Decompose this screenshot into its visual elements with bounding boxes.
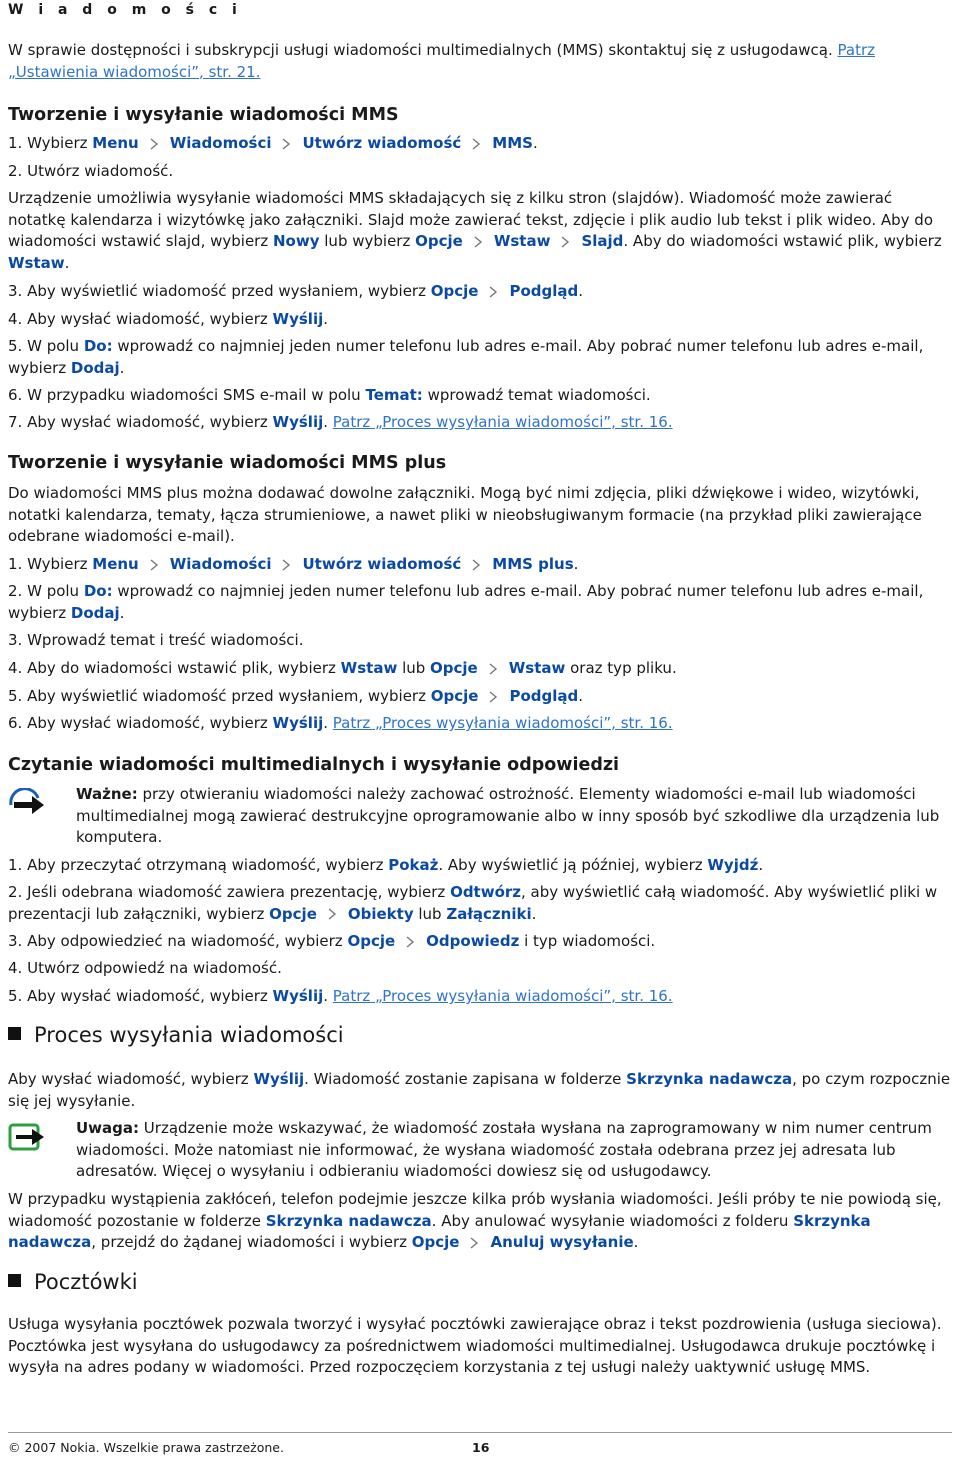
chevron-right-icon <box>470 138 482 150</box>
retry-paragraph: W przypadku wystąpienia zakłóceń, telefon podejmie jeszcze kilka prób wysłania wiadomości. Jeśli próby te nie powiodą się, wiadomość pozostanie w folderze Skrzynka nadawcza. Aby anulować wysyłanie wiadomości z folderu Skrzynka nadawcza, przejdź do żądanej wiadomości i wybierz Opcje Anuluj wysyłanie. <box>8 1190 942 1251</box>
section-bullet-icon <box>8 1274 21 1287</box>
important-note: Ważne: przy otwieraniu wiadomości należy zachować ostrożność. Elementy wiadomości e-mail lub wiadomości multimedialnej mogą zawierać destrukcyjne oprogramowanie albo w inny sposób być szkodliwe dla urządzenia lub komputera. <box>76 785 940 846</box>
chevron-right-icon <box>326 908 338 920</box>
list-item: 5. Aby wyświetlić wiadomość przed wysłaniem, wybierz Opcje Podgląd. <box>8 687 584 705</box>
list-item: 5. W polu Do: wprowadź co najmniej jeden numer telefonu lub adres e-mail. Aby pobrać numer telefonu lub adres e-mail, wybierz Dodaj. <box>8 337 924 377</box>
list-item: 1. Aby przeczytać otrzymaną wiadomość, wybierz Pokaż. Aby wyświetlić ją później, wybierz Wyjdź. <box>8 856 764 874</box>
list-item: 4. Aby wysłać wiadomość, wybierz Wyślij. <box>8 310 329 328</box>
list-item: 3. Aby wyświetlić wiadomość przed wysłaniem, wybierz Opcje Podgląd. <box>8 282 584 300</box>
page-number: 16 <box>472 1440 490 1455</box>
copyright: © 2007 Nokia. Wszelkie prawa zastrzeżone. <box>8 1440 284 1455</box>
chevron-right-icon <box>472 236 484 248</box>
warning-arrow-icon <box>8 788 48 818</box>
chevron-right-icon <box>148 138 160 150</box>
sending-process-link[interactable]: Patrz „Proces wysyłania wiadomości”, str. 16. <box>332 413 673 431</box>
list-item: 1. Wybierz Menu Wiadomości Utwórz wiadomość MMS. <box>8 134 538 152</box>
list-item: 2. W polu Do: wprowadź co najmniej jeden numer telefonu lub adres e-mail. Aby pobrać numer telefonu lub adres e-mail, wybierz Dodaj. <box>8 582 924 622</box>
postcards-paragraph: Usługa wysyłania pocztówek pozwala tworzyć i wysyłać pocztówki zawierające obraz i tekst pozdrowienia (usługa sieciowa). Pocztówka jest wysyłana do usługodawcy za pośrednictwem wiadomości multimedialnej. Usługodawca drukuje pocztówkę i wysyła na adres podany w wiadomości. Przed rozpoczęciem korzystania z tej usługi należy uaktywnić usługę MMS. <box>8 1315 942 1376</box>
list-item: 2. Jeśli odebrana wiadomość zawiera prezentację, wybierz Odtwórz, aby wyświetlić całą wiadomość. Aby wyświetlić pliki w prezentacji lub załączniki, wybierz Opcje Obiekty lub Załączniki. <box>8 883 938 923</box>
section-heading-postcards: Pocztówki <box>8 1272 138 1294</box>
chevron-right-icon <box>487 663 499 675</box>
chevron-right-icon <box>487 691 499 703</box>
chevron-right-icon <box>404 936 416 948</box>
section-heading-sending-process: Proces wysyłania wiadomości <box>8 1025 344 1047</box>
sending-process-link[interactable]: Patrz „Proces wysyłania wiadomości”, str. 16. <box>332 987 673 1005</box>
chevron-right-icon <box>280 138 292 150</box>
info-note: Uwaga: Urządzenie może wskazywać, że wiadomość została wysłana na zaprogramowany w nim numer centrum wiadomości. Może natomiast nie informować, że wysłana wiadomość została odebrana przez jej adresata lub adresatów. Więcej o wysyłaniu i odbieraniu wiadomości dowiesz się od usługodawcy. <box>76 1119 932 1180</box>
list-item: 1. Wybierz Menu Wiadomości Utwórz wiadomość MMS plus. <box>8 555 579 573</box>
note-arrow-icon <box>8 1122 48 1152</box>
chevron-right-icon <box>468 1237 480 1249</box>
mms-description-paragraph: Urządzenie umożliwia wysyłanie wiadomości MMS składających się z kilku stron (slajdów). Wiadomość może zawierać notatkę kalendarza i wizytówkę jako załączniki. Slajd może zawierać tekst, zdjęcie i plik audio lub tekst i plik wideo. Aby do wiadomości wstawić slajd, wybierz Nowy lub wybierz Opcje Wstaw Slajd. Aby do wiadomości wstawić plik, wybierz Wstaw. <box>8 189 942 272</box>
list-item: 4. Aby do wiadomości wstawić plik, wybierz Wstaw lub Opcje Wstaw oraz typ pliku. <box>8 659 677 677</box>
list-item: 7. Aby wysłać wiadomość, wybierz Wyślij. Patrz „Proces wysyłania wiadomości”, str. 16. <box>8 413 673 431</box>
list-item: 3. Aby odpowiedzieć na wiadomość, wybierz Opcje Odpowiedz i typ wiadomości. <box>8 932 656 950</box>
chevron-right-icon <box>148 559 160 571</box>
section-heading-mms: Tworzenie i wysyłanie wiadomości MMS <box>8 105 399 125</box>
footer-divider <box>8 1432 952 1433</box>
list-item: 4. Utwórz odpowiedź na wiadomość. <box>8 959 282 977</box>
mms-plus-paragraph: Do wiadomości MMS plus można dodawać dowolne załączniki. Mogą być nimi zdjęcia, pliki dźwiękowe i wideo, wizytówki, notatki kalendarza, tematy, łącza strumieniowe, a nawet pliki w nieobsługiwanym formacie (na przykład pliki zawierające odebrane wiadomości e-mail). <box>8 484 922 545</box>
section-heading-reading: Czytanie wiadomości multimedialnych i wysyłanie odpowiedzi <box>8 755 620 775</box>
running-header: W i a d o m o ś c i <box>8 2 242 18</box>
sending-process-link[interactable]: Patrz „Proces wysyłania wiadomości”, str. 16. <box>332 714 673 732</box>
list-item: 3. Wprowadź temat i treść wiadomości. <box>8 631 304 649</box>
list-item: 5. Aby wysłać wiadomość, wybierz Wyślij. Patrz „Proces wysyłania wiadomości”, str. 16. <box>8 987 673 1005</box>
settings-link[interactable]: Patrz „Ustawienia wiadomości”, str. 21. <box>8 41 876 81</box>
chevron-right-icon <box>559 236 571 248</box>
section-heading-mms-plus: Tworzenie i wysyłanie wiadomości MMS plus <box>8 453 447 473</box>
intro-paragraph: W sprawie dostępności i subskrypcji usługi wiadomości multimedialnych (MMS) skontaktuj się z usługodawcą. Patrz „Ustawienia wiadomości”, str. 21. <box>8 41 876 81</box>
list-item: 6. Aby wysłać wiadomość, wybierz Wyślij. Patrz „Proces wysyłania wiadomości”, str. 16. <box>8 714 673 732</box>
list-item: 6. W przypadku wiadomości SMS e-mail w polu Temat: wprowadź temat wiadomości. <box>8 386 651 404</box>
section-bullet-icon <box>8 1027 21 1040</box>
list-item: 2. Utwórz wiadomość. <box>8 162 174 180</box>
chevron-right-icon <box>470 559 482 571</box>
chevron-right-icon <box>487 286 499 298</box>
sending-paragraph: Aby wysłać wiadomość, wybierz Wyślij. Wiadomość zostanie zapisana w folderze Skrzynka nadawcza, po czym rozpocznie się jej wysyłanie. <box>8 1070 951 1110</box>
chevron-right-icon <box>280 559 292 571</box>
